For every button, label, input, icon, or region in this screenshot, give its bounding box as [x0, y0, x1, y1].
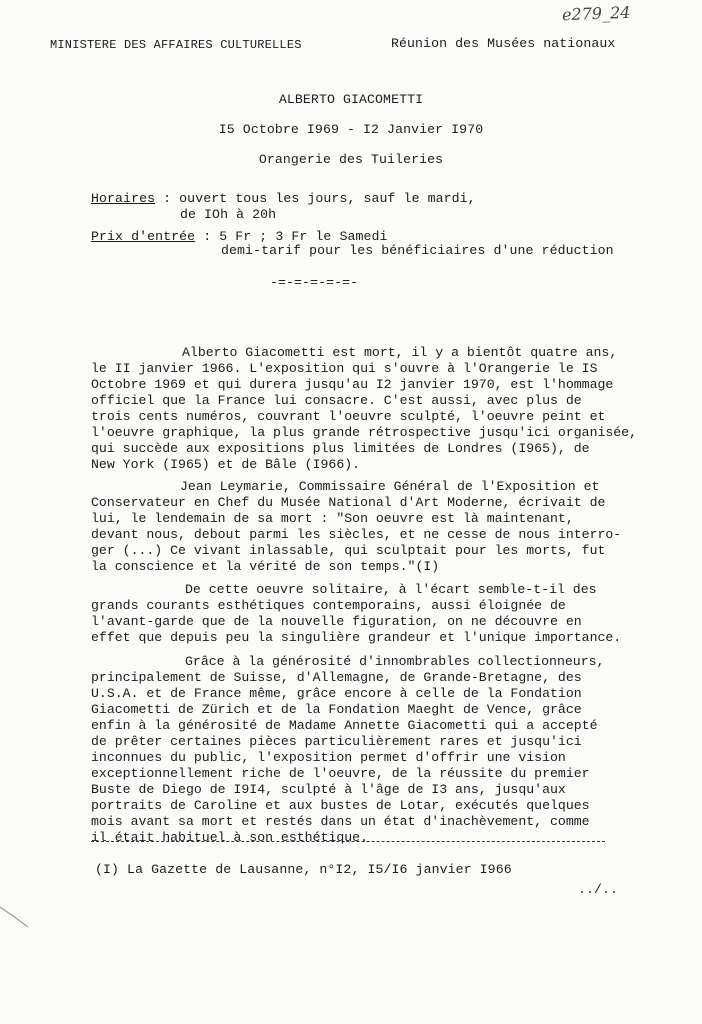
footnote-divider	[91, 841, 605, 842]
p1-line: le II janvier 1966. L'exposition qui s'ouvre à l'Orangerie le IS	[91, 361, 598, 376]
hours-line1: ouvert tous les jours, sauf le mardi,	[179, 191, 476, 206]
hours-line2: de IOh à 20h	[180, 207, 277, 222]
p4-line: de prêter certaines pièces particulièrement rares et jusqu'ici	[91, 734, 582, 749]
p3-line: effet que depuis peu la singulière grandeur et l'unique importance.	[91, 630, 622, 645]
p3-line: De cette oeuvre solitaire, à l'écart semble-t-il des	[185, 582, 597, 597]
p1-line: Octobre 1969 et qui durera jusqu'au I2 janvier 1970, est l'hommage	[91, 377, 614, 392]
p4-line: il était habituel à son esthétique.	[91, 830, 368, 845]
p2-line: ger (...) Ce vivant inlassable, qui sculptait pour les morts, fut	[91, 543, 606, 558]
p4-line: Buste de Diego de I9I4, sculpté à l'âge de I3 ans, jusqu'aux	[91, 782, 566, 797]
p1-line: l'oeuvre graphique, la plus grande rétrospective jusqu'ici organisée,	[91, 425, 638, 440]
p2-line: Conservateur en Chef du Musée National d'Art Moderne, écrivait de	[91, 495, 606, 510]
p1-line: trois cents numéros, couvrant l'oeuvre sculpté, l'oeuvre peint et	[91, 409, 606, 424]
p1-line: Alberto Giacometti est mort, il y a bientôt quatre ans,	[182, 345, 618, 360]
p3-line: grands courants esthétiques contemporains, aussi éloignée de	[91, 598, 566, 613]
p1-line: officiel que la France lui consacre. C'est aussi, avec plus de	[91, 393, 582, 408]
p2-line: lui, le lendemain de sa mort : "Son oeuvre est là maintenant,	[91, 511, 574, 526]
museum-header: Réunion des Musées nationaux	[391, 36, 616, 51]
p1-line: qui succède aux expositions plus limitées de Londres (I965), de	[91, 441, 590, 456]
separator: -=-=-=-=-=-	[270, 275, 359, 290]
ministry-header: MINISTERE DES AFFAIRES CULTURELLES	[50, 38, 302, 52]
p3-line: l'avant-garde que de la nouvelle figuration, on ne découvre en	[91, 614, 582, 629]
p4-line: inconnues du public, l'exposition permet d'offrir une vision	[91, 750, 566, 765]
continuation-mark: ../..	[578, 882, 619, 897]
p2-line: Jean Leymarie, Commissaire Général de l'Exposition et	[180, 479, 600, 494]
price-label: Prix d'entrée	[91, 229, 196, 244]
p4-line: Grâce à la générosité d'innombrables collectionneurs,	[185, 654, 605, 669]
price-line1: 5 Fr ; 3 Fr le Samedi	[219, 229, 388, 244]
p4-line: mois avant sa mort et restés dans un état d'inachèvement, comme	[91, 814, 590, 829]
info-hours: Horaires : ouvert tous les jours, sauf le mardi,	[91, 191, 476, 206]
p4-line: principalement de Suisse, d'Allemagne, de Grande-Bretagne, des	[91, 670, 582, 685]
p2-line: devant nous, debout parmi les siècles, et ne cesse de nous interro-	[91, 527, 622, 542]
hours-label: Horaires	[91, 191, 156, 206]
p1-line: New York (I965) et de Bâle (I966).	[91, 457, 361, 472]
p2-line: la conscience et la vérité de son temps."(I)	[91, 559, 440, 574]
p4-line: enfin à la générosité de Madame Annette Giacometti qui a accepté	[91, 718, 598, 733]
artist-title: ALBERTO GIACOMETTI	[278, 92, 424, 107]
archive-reference: e279_24	[561, 2, 631, 25]
p4-line: exceptionnellement riche de l'oeuvre, de la réussite du premier	[91, 766, 590, 781]
exhibition-venue: Orangerie des Tuileries	[258, 152, 444, 167]
paper-edge-mark	[0, 905, 30, 929]
p4-line: Giacometti de Zürich et de la Fondation Maeght de Vence, grâce	[91, 702, 582, 717]
footnote: (I) La Gazette de Lausanne, n°I2, I5/I6 janvier I966	[95, 862, 512, 877]
p4-line: portraits de Caroline et aux bustes de Lotar, exécutés quelques	[91, 798, 590, 813]
info-price: Prix d'entrée : 5 Fr ; 3 Fr le Samedi	[91, 229, 388, 244]
p4-line: U.S.A. et de France même, grâce encore à celle de la Fondation	[91, 686, 582, 701]
price-line2: demi-tarif pour les bénéficiaires d'une réduction	[221, 243, 614, 258]
exhibition-dates: I5 Octobre I969 - I2 Janvier I970	[218, 122, 484, 137]
